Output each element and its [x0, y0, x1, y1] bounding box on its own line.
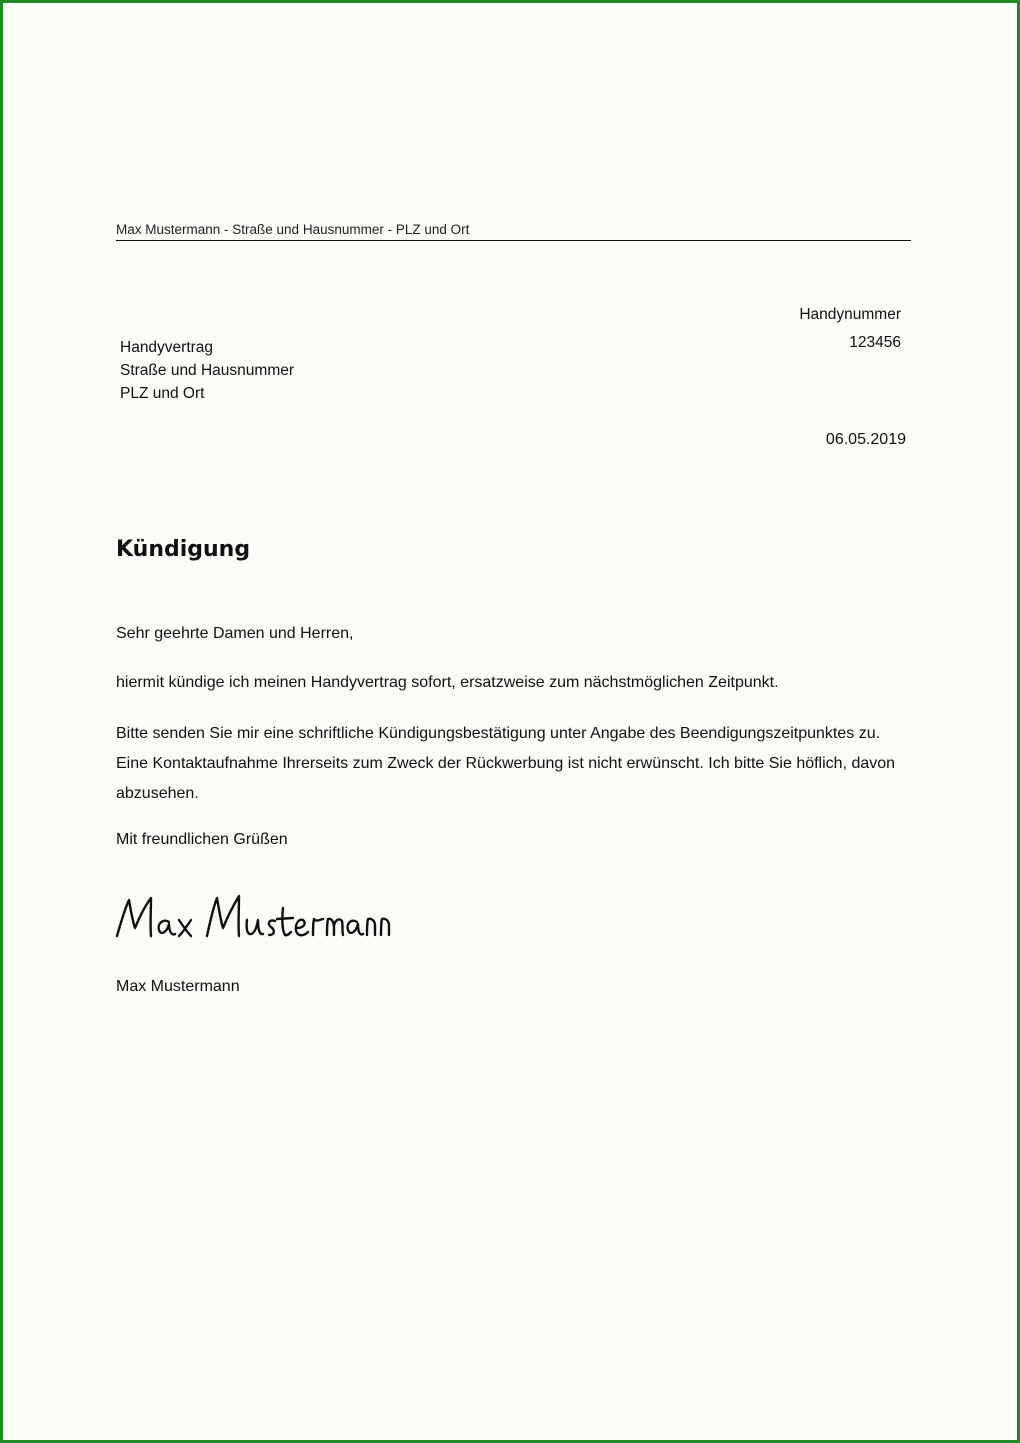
body-paragraph-2: Bitte senden Sie mir eine schriftliche Kündigungsbestätigung unter Angabe des Beendigungszeitpunktes zu. Eine Kontaktaufnahme Ihrerseits zum Zweck der Rückwerbung ist nicht erwünscht. Ich bitte Sie höflich, davon abzusehen.: [116, 725, 896, 802]
recipient-line-3: PLZ und Ort: [120, 385, 205, 402]
letter-date: 06.05.2019: [825, 431, 906, 448]
handwritten-signature: [111, 888, 401, 958]
recipient-line-2: Straße und Hausnummer: [120, 362, 295, 379]
signer-name: Max Mustermann: [116, 978, 240, 995]
recipient-address: [120, 336, 294, 405]
letter-subject: Kündigung: [116, 537, 251, 562]
salutation: Sehr geehrte Damen und Herren,: [116, 625, 354, 642]
recipient-line-1: Handyvertrag: [120, 339, 214, 356]
body-paragraph-1: hiermit kündige ich meinen Handyvertrag sofort, ersatzweise zum nächstmöglichen Zeitpunkt.: [116, 674, 779, 691]
phone-info: [799, 301, 901, 357]
sender-address-line: Max Mustermann - Straße und Hausnummer - PLZ und Ort: [116, 222, 911, 241]
closing-phrase: Mit freundlichen Grüßen: [116, 831, 288, 848]
phone-label: Handynummer: [799, 306, 901, 323]
phone-number: 123456: [849, 334, 901, 351]
